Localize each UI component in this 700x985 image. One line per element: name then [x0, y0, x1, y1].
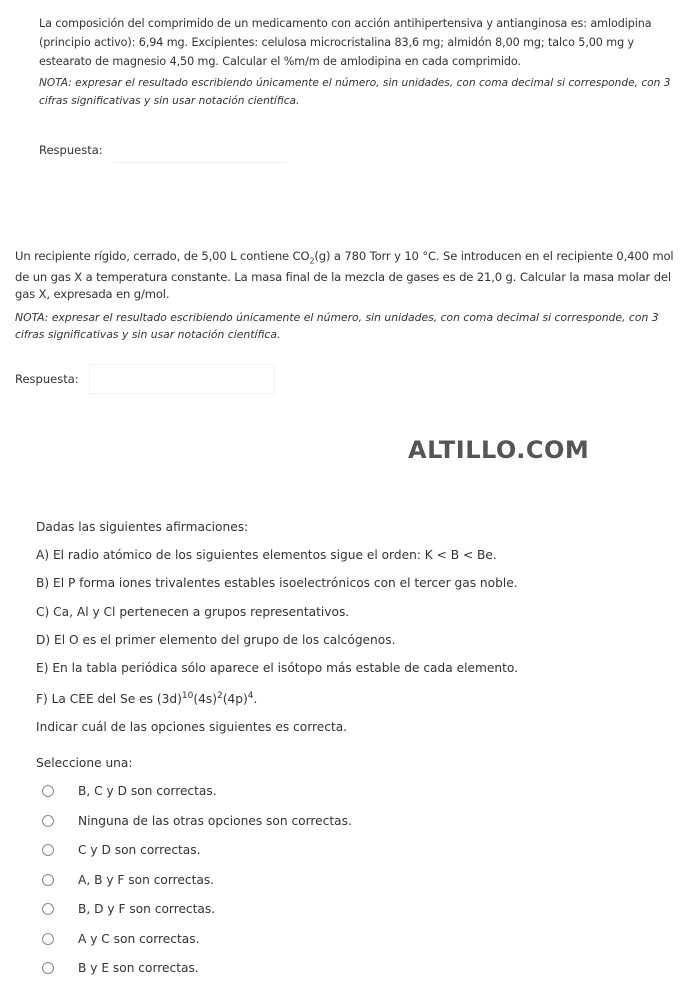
- radio-button[interactable]: [42, 933, 54, 945]
- option-label[interactable]: C y D son correctas.: [78, 843, 201, 858]
- radio-button[interactable]: [42, 785, 54, 797]
- question-2-statement-part1: Un recipiente rígido, cerrado, de 5,00 L contiene CO: [15, 249, 310, 263]
- question-3-prompt: Indicar cuál de las opciones siguientes es correcta.: [36, 720, 348, 735]
- question-1: [39, 14, 679, 163]
- orbital-4s-exponent: 2: [216, 691, 223, 702]
- co2-subscript: 2: [309, 256, 315, 266]
- question-2-response: [15, 364, 685, 394]
- option-label[interactable]: Ninguna de las otras opciones son correctas.: [78, 813, 352, 828]
- orbital-3d: (3d): [156, 692, 182, 707]
- question-2: [15, 248, 685, 394]
- statement-e: E) En la tabla periódica sólo aparece el isótopo más estable de cada elemento.: [36, 661, 518, 676]
- select-one-label: Seleccione una:: [36, 755, 133, 770]
- question-2-statement-part2: (g) a 780 Torr y 10 °C. Se introducen en el recipiente 0,400 mol de un gas X a temperatura constante. La masa final de la mezcla de gases es de 21,0 g. Calcular la masa molar del gas X, expresada en g/mol.: [15, 249, 674, 302]
- statement-d: D) El O es el primer elemento del grupo de los calcógenos.: [36, 632, 396, 647]
- orbital-3d-exponent: 10: [181, 691, 194, 702]
- option-label[interactable]: A, B y F son correctas.: [78, 872, 215, 887]
- statement-f-suffix: .: [253, 692, 258, 707]
- question-2-response-label: Respuesta:: [15, 372, 79, 387]
- question-1-note: NOTA: expresar el resultado escribiendo únicamente el número, sin unidades, con coma decimal si corresponde, con 3 cifras significativas y sin usar notación científica.: [39, 77, 671, 107]
- question-1-answer-input[interactable]: [113, 136, 287, 163]
- question-1-response: [39, 136, 679, 163]
- answer-options: [36, 777, 656, 984]
- question-1-statement: La composición del comprimido de un medicamento con acción antihipertensiva y antianginosa es: amlodipina (principio activo): 6,94 mg. Excipientes: celulosa microcristalina 83,6 mg; almidón 8,00 mg; talco 5,00 mg y estearato de magnesio 4,50 mg. Calcular el %m/m de amlodipina en cada comprimido.: [39, 17, 652, 68]
- orbital-4p-exponent: 4: [247, 691, 254, 702]
- statement-a: A) El radio atómico de los siguientes elementos sigue el orden: K < B < Be.: [36, 548, 497, 563]
- option-6[interactable]: [36, 924, 656, 954]
- question-3: [36, 513, 656, 983]
- option-label[interactable]: B y E son correctas.: [78, 961, 199, 976]
- question-2-answer-input[interactable]: [89, 364, 275, 394]
- watermark: ALTILLO.COM: [408, 436, 590, 464]
- orbital-4s: (4s): [193, 692, 217, 707]
- option-4[interactable]: [36, 865, 656, 895]
- statement-f: [36, 682, 656, 713]
- radio-button[interactable]: [42, 874, 54, 886]
- question-3-intro: Dadas las siguientes afirmaciones:: [36, 520, 249, 534]
- option-2[interactable]: [36, 806, 656, 836]
- option-label[interactable]: A y C son correctas.: [78, 931, 200, 946]
- question-2-note: NOTA: expresar el resultado escribiendo únicamente el número, sin unidades, con coma decimal si corresponde, con 3 cifras significativas y sin usar notación científica.: [15, 311, 659, 342]
- radio-button[interactable]: [42, 815, 54, 827]
- statement-f-prefix: F) La CEE del Se es: [36, 692, 157, 707]
- radio-button[interactable]: [42, 903, 54, 915]
- statement-b: B) El P forma iones trivalentes estables isoelectrónicos con el tercer gas noble.: [36, 576, 518, 591]
- option-5[interactable]: [36, 895, 656, 925]
- option-3[interactable]: [36, 836, 656, 866]
- question-2-statement: [15, 248, 685, 303]
- radio-button[interactable]: [42, 844, 54, 856]
- option-label[interactable]: B, D y F son correctas.: [78, 902, 216, 917]
- option-1[interactable]: [36, 777, 656, 807]
- option-label[interactable]: B, C y D son correctas.: [78, 784, 217, 799]
- orbital-4p: (4p): [222, 692, 248, 707]
- option-7[interactable]: [36, 954, 656, 984]
- question-1-response-label: Respuesta:: [39, 142, 103, 157]
- statement-c: C) Ca, Al y Cl pertenecen a grupos representativos.: [36, 604, 350, 619]
- radio-button[interactable]: [42, 962, 54, 974]
